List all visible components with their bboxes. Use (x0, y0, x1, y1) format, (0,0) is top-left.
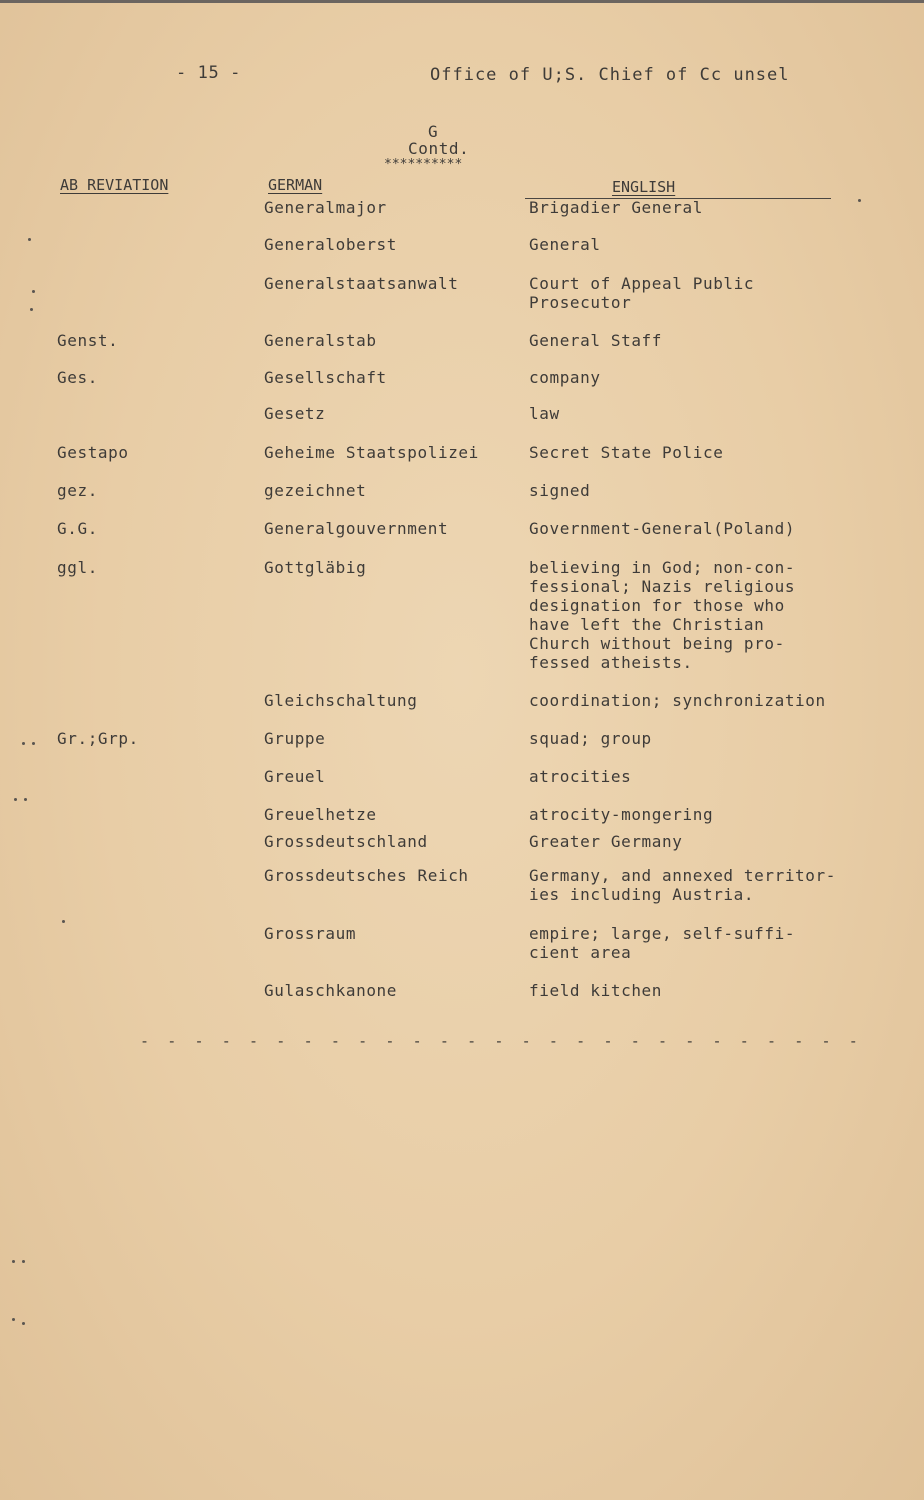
english-cell: Government-General(Poland) (529, 519, 796, 538)
abbreviation-cell: Ges. (57, 368, 98, 387)
english-cell: law (529, 404, 560, 423)
english-cell: Secret State Police (529, 443, 724, 462)
english-cell: squad; group (529, 729, 652, 748)
english-cell: Court of Appeal Public Prosecutor (529, 274, 755, 312)
german-cell: gezeichnet (264, 481, 367, 500)
column-header-german: GERMAN (268, 176, 323, 194)
paper-speck (32, 742, 35, 745)
column-header-abbreviation: AB REVIATION (60, 176, 169, 194)
german-cell: Grossdeutsches Reich (264, 866, 469, 885)
english-cell: believing in God; non-con- fessional; Nazis religious designation for those who have left the Christian Church without being pro- fessed atheists. (529, 558, 796, 672)
english-cell: empire; large, self-suffi- cient area (529, 924, 796, 962)
german-cell: Gleichschaltung (264, 691, 418, 710)
abbreviation-cell: Genst. (57, 331, 119, 350)
german-cell: Generalmajor (264, 198, 387, 217)
english-cell: signed (529, 481, 591, 500)
german-cell: Generalgouvernment (264, 519, 449, 538)
abbreviation-cell: ggl. (57, 558, 98, 577)
german-cell: Grossdeutschland (264, 832, 428, 851)
section-stars: ********** (384, 157, 463, 172)
english-cell: General Staff (529, 331, 663, 350)
english-cell: atrocity-mongering (529, 805, 714, 824)
section-continued: Contd. (408, 139, 470, 158)
english-cell: Germany, and annexed territor- ies including Austria. (529, 866, 836, 904)
paper-speck (24, 798, 27, 801)
german-cell: Grossraum (264, 924, 357, 943)
paper-speck (22, 742, 25, 745)
paper-speck (858, 199, 861, 202)
english-cell: company (529, 368, 601, 387)
german-cell: Gruppe (264, 729, 326, 748)
german-cell: Gesetz (264, 404, 326, 423)
german-cell: Generaloberst (264, 235, 398, 254)
paper-speck (12, 1260, 15, 1263)
english-cell: General (529, 235, 601, 254)
german-cell: Generalstab (264, 331, 377, 350)
paper-speck (14, 798, 17, 801)
english-cell: Greater Germany (529, 832, 683, 851)
paper-speck (22, 1322, 25, 1325)
german-cell: Greuel (264, 767, 326, 786)
english-cell: atrocities (529, 767, 632, 786)
column-header-english: ENGLISH (612, 178, 676, 196)
english-cell: coordination; synchronization (529, 691, 826, 710)
german-cell: Generalstaatsanwalt (264, 274, 459, 293)
paper-speck (62, 920, 65, 923)
german-cell: Greuelhetze (264, 805, 377, 824)
section-letter: G (428, 122, 439, 141)
abbreviation-cell: Gestapo (57, 443, 129, 462)
abbreviation-cell: Gr.;Grp. (57, 729, 139, 748)
paper-speck (30, 308, 33, 311)
paper-speck (12, 1318, 15, 1321)
german-cell: Gulaschkanone (264, 981, 398, 1000)
abbreviation-cell: G.G. (57, 519, 98, 538)
paper-speck (22, 1260, 25, 1263)
page-top-edge (0, 0, 924, 3)
end-dash-line: - - - - - - - - - - - - - - - - - - - - - - - - - - - (140, 1032, 863, 1050)
abbreviation-cell: gez. (57, 481, 98, 500)
english-cell: Brigadier General (529, 198, 703, 217)
paper-speck (28, 238, 31, 241)
german-cell: Gesellschaft (264, 368, 387, 387)
german-cell: Geheime Staatspolizei (264, 443, 479, 462)
paper-speck (32, 290, 35, 293)
office-header: Office of U;S. Chief of Cc unsel (430, 65, 790, 85)
german-cell: Gottgläbig (264, 558, 367, 577)
page-number: - 15 - (176, 63, 242, 83)
english-cell: field kitchen (529, 981, 663, 1000)
